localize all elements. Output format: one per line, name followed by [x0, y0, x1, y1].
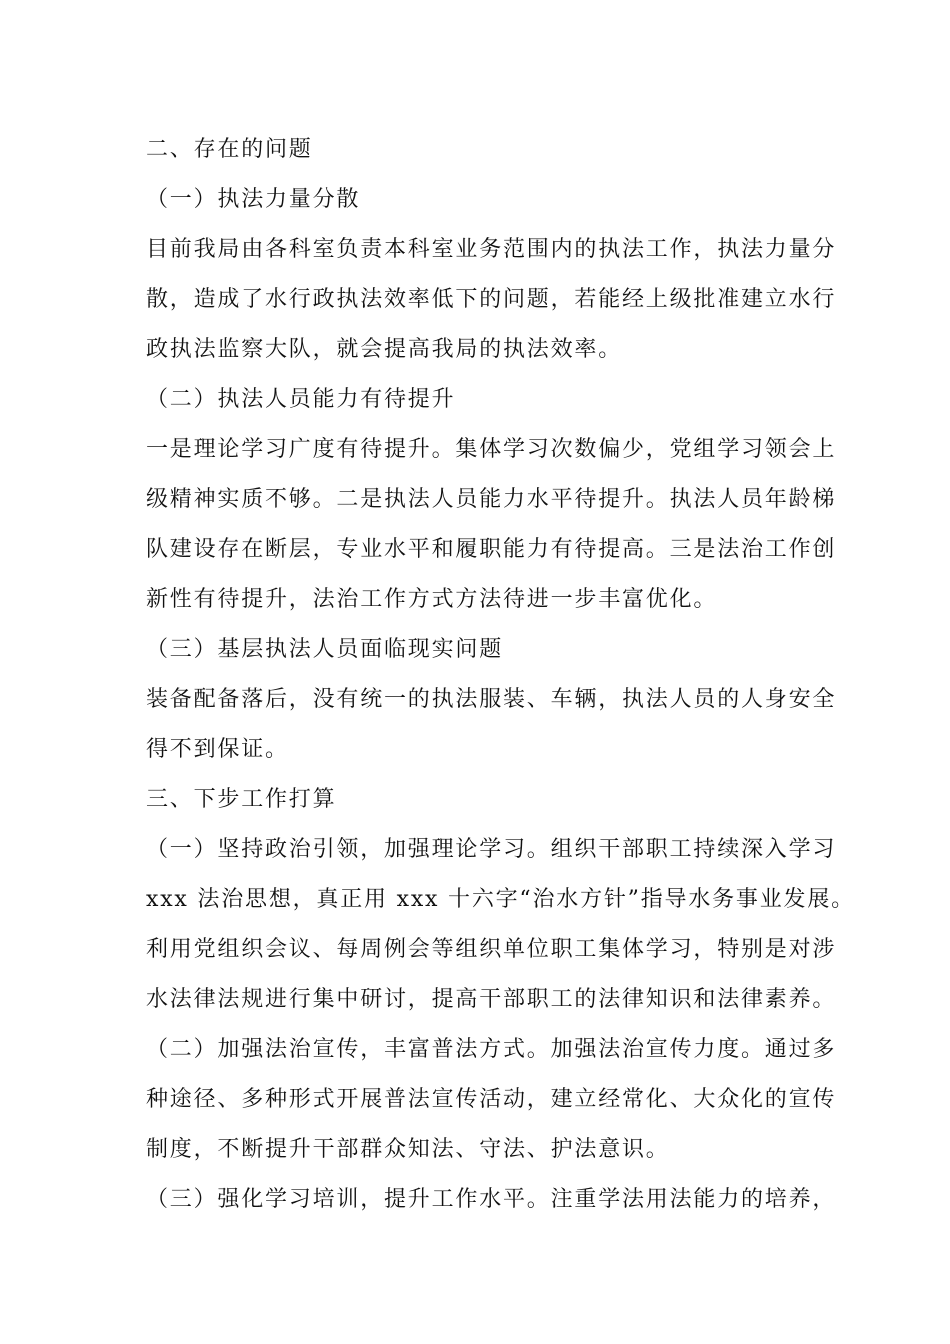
- section-heading-next-steps: 三、下步工作打算: [146, 787, 337, 812]
- paragraph-line: （三）强化学习培训，提升工作水平。注重学法用法能力的培养，: [146, 1187, 837, 1212]
- paragraph-line: （二）加强法治宣传，丰富普法方式。加强法治宣传力度。通过多: [146, 1037, 837, 1062]
- subheading-staff-ability: （二）执法人员能力有待提升: [146, 387, 456, 412]
- subheading-grassroots-issues: （三）基层执法人员面临现实问题: [146, 637, 504, 662]
- paragraph-line: 一是理论学习广度有待提升。集体学习次数偏少，党组学习领会上: [146, 437, 837, 462]
- paragraph-line: 政执法监察大队，就会提高我局的执法效率。: [146, 337, 623, 362]
- document-body: [146, 125, 855, 1225]
- paragraph-line: xxx 法治思想，真正用 xxx 十六字“治水方针”指导水务事业发展。: [146, 887, 855, 912]
- paragraph-line: 级精神实质不够。二是执法人员能力水平待提升。执法人员年龄梯: [146, 487, 837, 512]
- paragraph-line: 种途径、多种形式开展普法宣传活动，建立经常化、大众化的宣传: [146, 1087, 837, 1112]
- subheading-enforcement-scattered: （一）执法力量分散: [146, 187, 361, 212]
- paragraph-line: （一）坚持政治引领，加强理论学习。组织干部职工持续深入学习: [146, 837, 837, 862]
- paragraph-line: 利用党组织会议、每周例会等组织单位职工集体学习，特别是对涉: [146, 937, 837, 962]
- paragraph-line: 制度，不断提升干部群众知法、守法、护法意识。: [146, 1137, 670, 1162]
- paragraph-line: 目前我局由各科室负责本科室业务范围内的执法工作，执法力量分: [146, 237, 837, 262]
- paragraph-line: 装备配备落后，没有统一的执法服装、车辆，执法人员的人身安全: [146, 687, 837, 712]
- paragraph-line: 得不到保证。: [146, 737, 289, 762]
- paragraph-line: 散，造成了水行政执法效率低下的问题，若能经上级批准建立水行: [146, 287, 837, 312]
- paragraph-line: 队建设存在断层，专业水平和履职能力有待提高。三是法治工作创: [146, 537, 837, 562]
- paragraph-line: 新性有待提升，法治工作方式方法待进一步丰富优化。: [146, 587, 718, 612]
- paragraph-line: 水法律法规进行集中研讨，提高干部职工的法律知识和法律素养。: [146, 987, 837, 1012]
- section-heading-problems: 二、存在的问题: [146, 137, 313, 162]
